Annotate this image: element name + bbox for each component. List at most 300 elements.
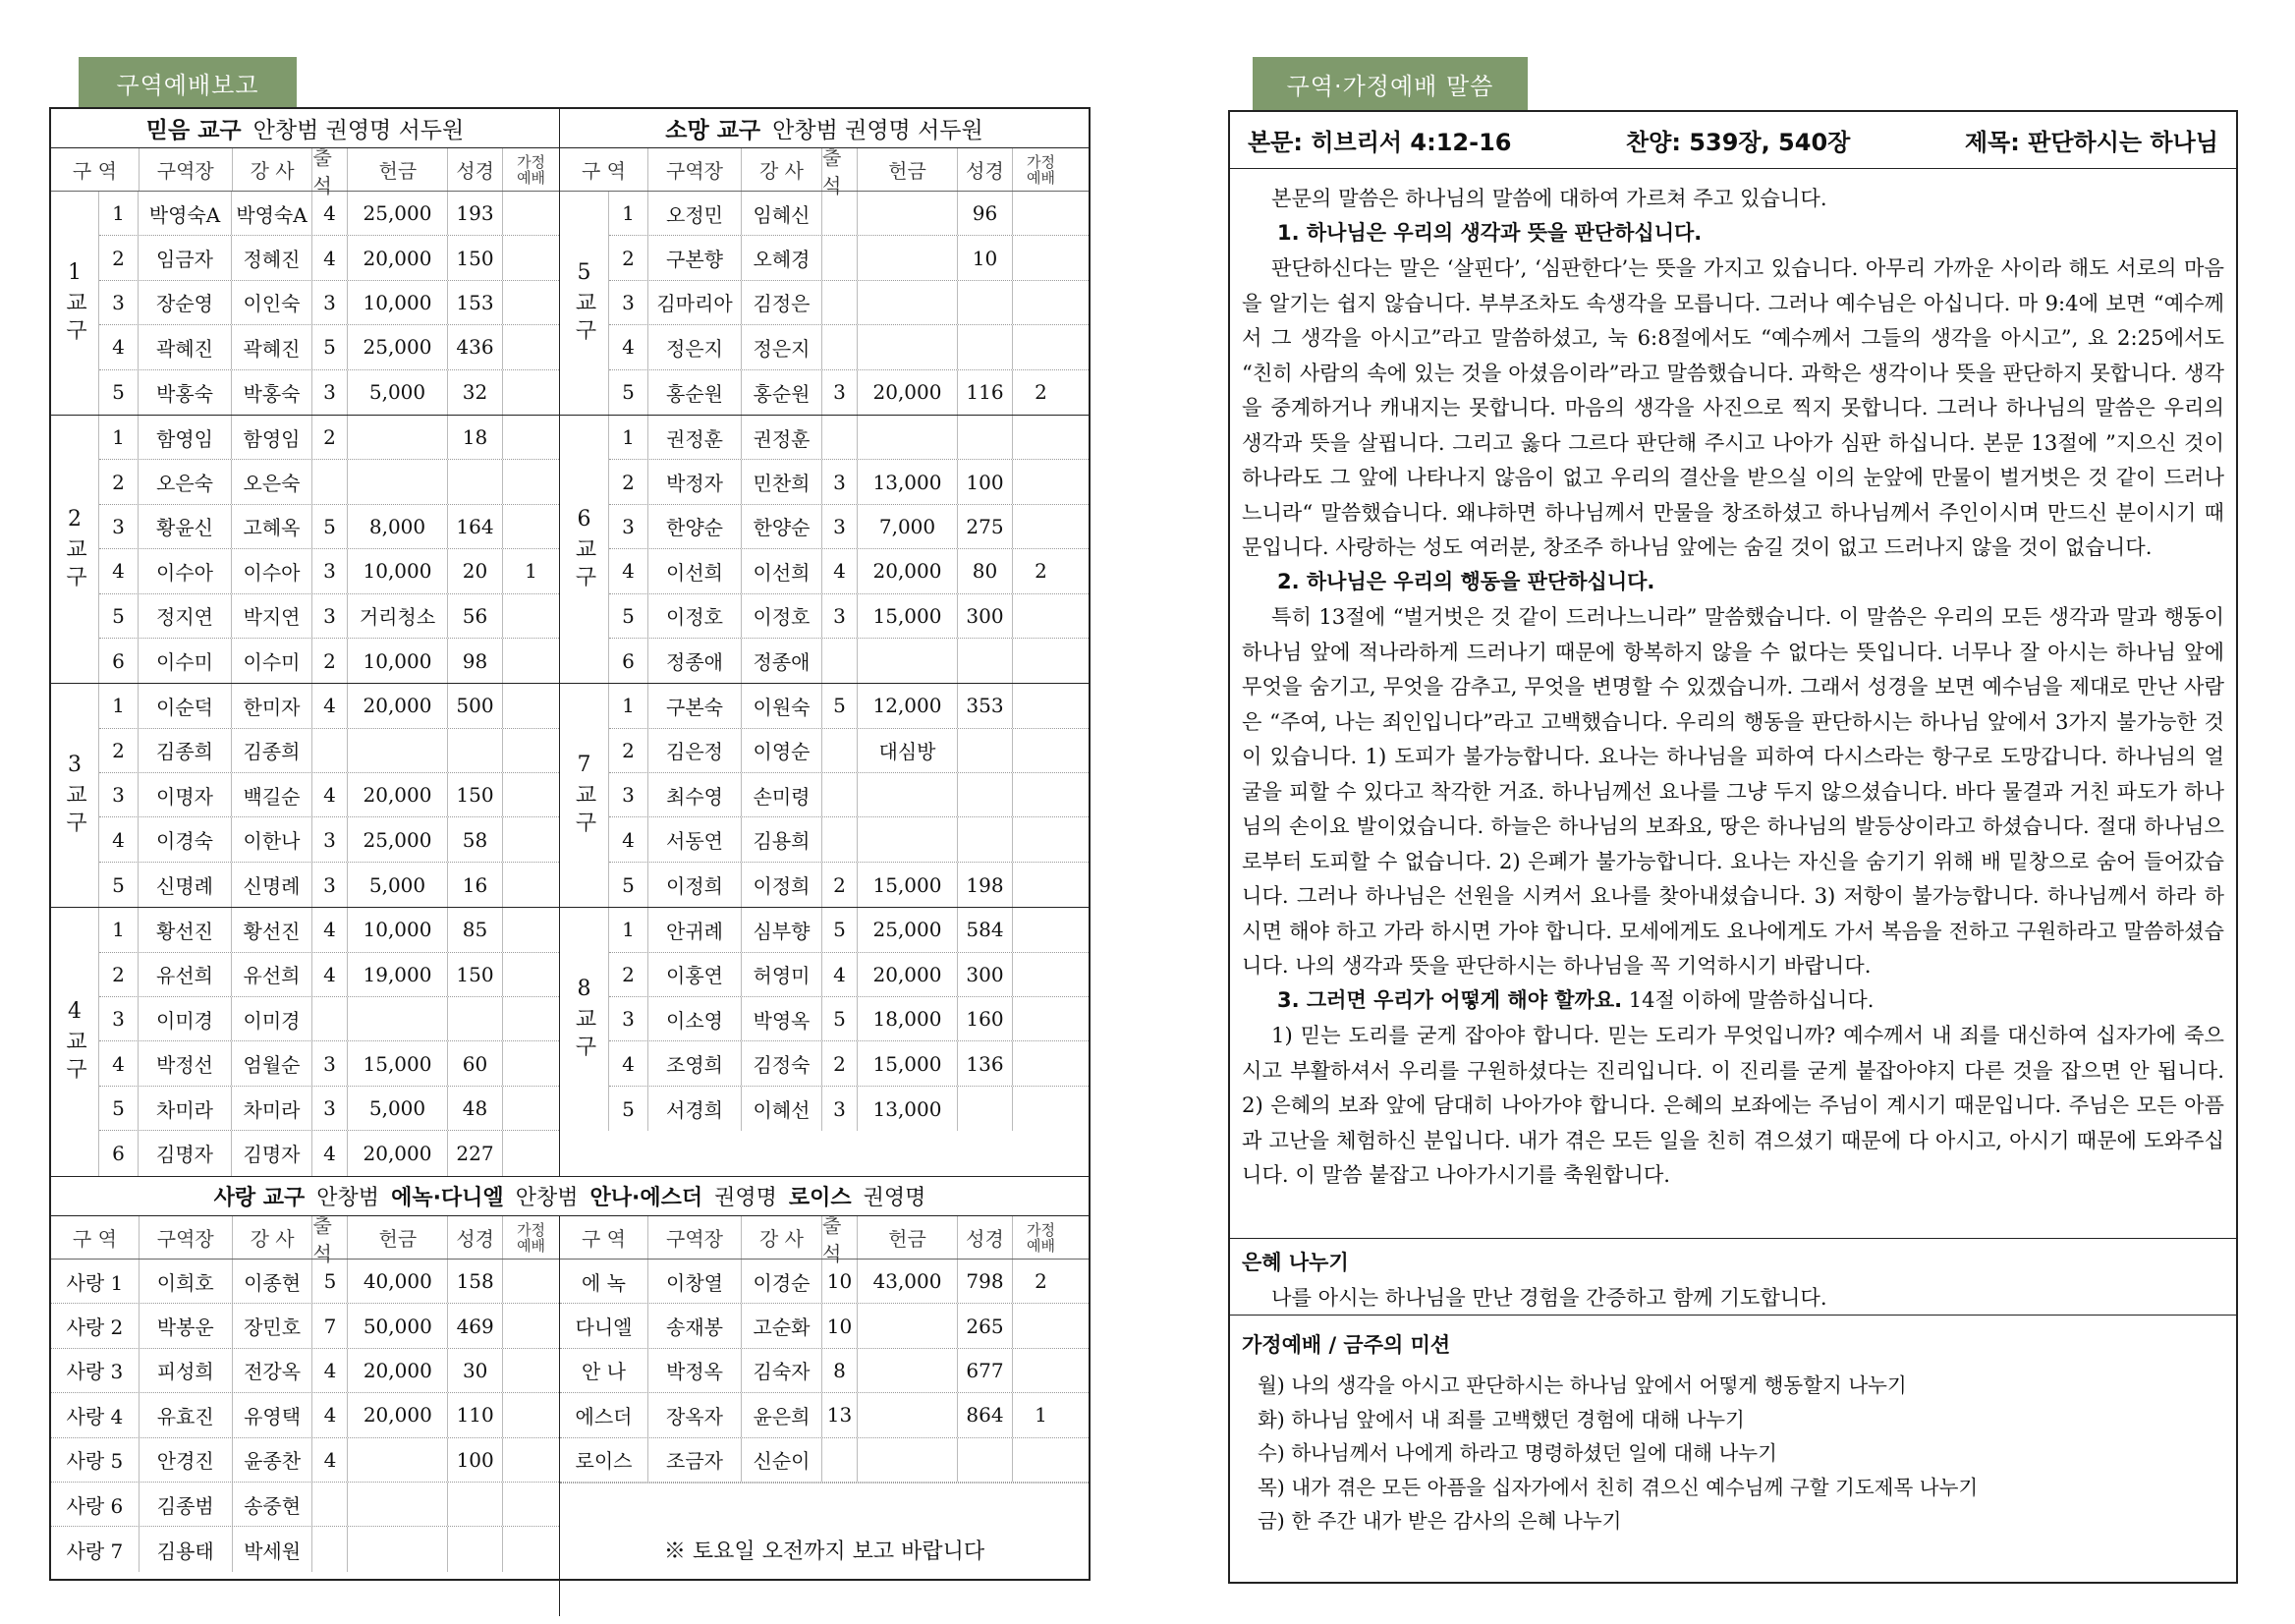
table-cell: 1 bbox=[99, 416, 139, 459]
table-cell: 다니엘 bbox=[560, 1304, 648, 1347]
table-cell: 박영숙A bbox=[232, 192, 312, 235]
table-cell: 1 bbox=[99, 192, 139, 235]
table-cell: 4 bbox=[609, 549, 648, 592]
table-cell bbox=[1013, 1438, 1069, 1482]
table-cell: 정종애 bbox=[648, 639, 742, 683]
table-cell: 3 bbox=[312, 370, 348, 415]
table-row bbox=[609, 684, 1089, 728]
table-cell: 5 bbox=[312, 325, 348, 368]
column-header-cell: 구역장 bbox=[648, 1216, 742, 1259]
table-row bbox=[609, 1041, 1089, 1086]
table-cell: 이소영 bbox=[648, 997, 742, 1040]
table-cell: 김종범 bbox=[140, 1483, 233, 1526]
table-cell: 2 bbox=[822, 863, 858, 907]
table-cell: 4 bbox=[99, 1041, 139, 1085]
grace-sharing bbox=[1230, 1239, 2236, 1316]
table-cell bbox=[1013, 817, 1069, 861]
table-cell: 4 bbox=[312, 1349, 348, 1392]
mission-item: 목) 내가 겪은 모든 아픔을 십자가에서 친히 겪으신 예수님께 구할 기도제목 나누기 bbox=[1258, 1475, 1979, 1499]
table-cell: 김정은 bbox=[742, 281, 822, 324]
table-row bbox=[99, 505, 559, 549]
table-cell: 798 bbox=[958, 1260, 1013, 1303]
table-cell: 신명례 bbox=[139, 863, 232, 907]
table-cell: 박지연 bbox=[232, 594, 312, 638]
column-header-cell: 성경 bbox=[448, 148, 503, 191]
table-cell: 3 bbox=[99, 773, 139, 816]
table-cell: 136 bbox=[958, 1041, 1013, 1085]
table-cell: 오은숙 bbox=[232, 460, 312, 503]
table-cell: 20,000 bbox=[348, 684, 448, 727]
table-row bbox=[99, 773, 559, 817]
table-cell: 황윤신 bbox=[139, 505, 232, 548]
parish-staff: 안창범 권영명 서두원 bbox=[772, 118, 983, 143]
district-rows bbox=[99, 908, 559, 1175]
table-cell: 5 bbox=[609, 370, 648, 415]
table-cell: 80 bbox=[958, 549, 1013, 592]
table-cell: 4 bbox=[99, 549, 139, 592]
table-cell bbox=[348, 1438, 448, 1482]
district-group bbox=[51, 684, 559, 908]
table-cell: 이미경 bbox=[232, 997, 312, 1040]
table-cell bbox=[503, 1260, 559, 1303]
table-cell bbox=[503, 684, 559, 727]
table-cell: 2 bbox=[312, 416, 348, 459]
district-label-text: 1교구 bbox=[62, 259, 87, 346]
table-cell: 이수미 bbox=[232, 639, 312, 683]
table-cell bbox=[1013, 594, 1069, 638]
table-cell: 이정희 bbox=[742, 863, 822, 907]
table-cell: 심부향 bbox=[742, 908, 822, 951]
table-cell: 이정호 bbox=[742, 594, 822, 638]
table-cell bbox=[348, 729, 448, 772]
mission-list bbox=[1242, 1369, 2224, 1539]
table-cell bbox=[1013, 460, 1069, 503]
district-label bbox=[560, 684, 609, 907]
table-row bbox=[609, 729, 1089, 773]
table-row bbox=[99, 325, 559, 369]
table-row bbox=[99, 281, 559, 325]
table-cell: 안 나 bbox=[560, 1349, 648, 1392]
table-cell: 전강옥 bbox=[233, 1349, 313, 1392]
table-cell: 3 bbox=[609, 997, 648, 1040]
table-row bbox=[609, 236, 1089, 280]
table-cell: 박홍숙 bbox=[232, 370, 312, 415]
table-cell bbox=[448, 1483, 503, 1526]
table-cell: 정은지 bbox=[648, 325, 742, 368]
table-cell bbox=[858, 325, 958, 368]
hymn-numbers: 찬양: 539장, 540장 bbox=[1625, 129, 1851, 156]
column-header-cell: 구 역 bbox=[560, 148, 648, 191]
table-cell: 정종애 bbox=[742, 639, 822, 683]
table-row bbox=[560, 1393, 1089, 1437]
table-cell bbox=[503, 1041, 559, 1085]
table-cell bbox=[1013, 416, 1069, 459]
table-cell: 사랑 4 bbox=[51, 1393, 140, 1436]
section-tab-sermon: 구역·가정예배 말씀 bbox=[1253, 57, 1528, 110]
table-cell bbox=[822, 639, 858, 683]
table-cell: 황선진 bbox=[232, 908, 312, 951]
table-cell: 3 bbox=[312, 594, 348, 638]
table-cell: 2 bbox=[1035, 1269, 1047, 1294]
table-cell: 160 bbox=[958, 997, 1013, 1040]
table-cell: 고순화 bbox=[742, 1304, 822, 1347]
table-row bbox=[99, 370, 559, 415]
sermon-point-heading: 2. 하나님은 우리의 행동을 판단하십니다. bbox=[1277, 569, 1655, 593]
table-cell: 10 bbox=[822, 1260, 858, 1303]
table-cell: 엄월순 bbox=[232, 1041, 312, 1085]
table-cell: 조금자 bbox=[648, 1438, 742, 1482]
table-cell bbox=[448, 997, 503, 1040]
table-cell: 사랑 6 bbox=[51, 1483, 140, 1526]
district-rows bbox=[99, 684, 559, 907]
table-cell: 3 bbox=[99, 997, 139, 1040]
table-cell: 최수영 bbox=[648, 773, 742, 816]
table-cell: 이인숙 bbox=[232, 281, 312, 324]
mission-item: 수) 하나님께서 나에게 하라고 명령하셨던 일에 대해 나누기 bbox=[1258, 1441, 1777, 1465]
district-label-text: 4교구 bbox=[62, 998, 87, 1085]
table-cell: 이선희 bbox=[648, 549, 742, 592]
table-cell bbox=[503, 908, 559, 951]
table-cell bbox=[503, 594, 559, 638]
table-row bbox=[99, 594, 559, 639]
table-cell: 5,000 bbox=[348, 370, 448, 415]
table-row bbox=[609, 997, 1089, 1041]
table-cell: 오정민 bbox=[648, 192, 742, 235]
table-cell: 에 녹 bbox=[560, 1260, 648, 1303]
table-cell bbox=[448, 460, 503, 503]
mission-item: 화) 하나님 앞에서 내 죄를 고백했던 경험에 대해 나누기 bbox=[1258, 1407, 1745, 1431]
table-row bbox=[560, 1304, 1089, 1348]
sermon-point-heading: 3. 그러면 우리가 어떻게 해야 할까요. 14절 이하에 말씀하십니다. bbox=[1277, 987, 1875, 1012]
table-cell: 박봉운 bbox=[140, 1304, 233, 1347]
table-row bbox=[99, 817, 559, 862]
table-row bbox=[99, 1041, 559, 1086]
table-row bbox=[99, 908, 559, 952]
table-cell bbox=[822, 192, 858, 235]
column-header-cell: 구역장 bbox=[648, 148, 742, 191]
table-cell bbox=[1013, 639, 1069, 683]
table-cell: 김용태 bbox=[140, 1527, 233, 1571]
table-cell: 300 bbox=[958, 953, 1013, 996]
column-header-cell: 출석 bbox=[822, 148, 858, 191]
table-cell: 에스더 bbox=[560, 1393, 648, 1436]
column-header-cell: 가정 예배 bbox=[517, 1220, 546, 1255]
table-cell: 피성희 bbox=[140, 1349, 233, 1392]
table-cell: 2 bbox=[99, 236, 139, 279]
parish-staff: 권영명 bbox=[714, 1186, 777, 1210]
table-cell: 4 bbox=[99, 325, 139, 368]
table-cell bbox=[1013, 908, 1069, 951]
table-cell bbox=[1013, 1087, 1069, 1131]
table-cell: 864 bbox=[958, 1393, 1013, 1436]
parish-name: 소망 교구 bbox=[665, 118, 761, 143]
column-header-cell: 헌금 bbox=[348, 148, 448, 191]
table-row bbox=[609, 817, 1089, 862]
table-cell: 허영미 bbox=[742, 953, 822, 996]
table-cell bbox=[858, 773, 958, 816]
table-cell: 32 bbox=[448, 370, 503, 415]
parish-group-name: 안나·에스더 bbox=[589, 1186, 703, 1210]
table-cell bbox=[822, 1438, 858, 1482]
table-cell bbox=[1013, 729, 1069, 772]
table-cell: 20,000 bbox=[858, 953, 958, 996]
table-cell: 25,000 bbox=[348, 325, 448, 368]
table-cell: 10,000 bbox=[348, 281, 448, 324]
table-cell: 10,000 bbox=[348, 549, 448, 592]
table-cell: 이순덕 bbox=[139, 684, 232, 727]
district-label-text: 3교구 bbox=[62, 753, 87, 839]
table-cell: 4 bbox=[312, 908, 348, 951]
parish-staff: 안창범 bbox=[515, 1186, 579, 1210]
table-cell bbox=[958, 773, 1013, 816]
table-cell: 권정훈 bbox=[742, 416, 822, 459]
table-cell bbox=[503, 1527, 559, 1571]
sermon-body bbox=[1230, 169, 2236, 1239]
table-row bbox=[99, 192, 559, 236]
table-cell bbox=[958, 325, 1013, 368]
table-cell: 로이스 bbox=[560, 1438, 648, 1482]
table-row bbox=[99, 460, 559, 504]
table-cell: 한양순 bbox=[648, 505, 742, 548]
table-cell bbox=[503, 773, 559, 816]
table-cell: 150 bbox=[448, 953, 503, 996]
table-cell: 이홍연 bbox=[648, 953, 742, 996]
table-row bbox=[609, 639, 1089, 683]
table-cell: 정혜진 bbox=[232, 236, 312, 279]
table-cell: 4 bbox=[312, 1393, 348, 1436]
table-cell: 유효진 bbox=[140, 1393, 233, 1436]
sermon-paragraph: 특히 13절에 “벌거벗은 것 같이 드러나느니라” 말씀했습니다. 이 말씀은 우리의 모든 생각과 말과 행동이 하나님 앞에 적나라하게 드러나기 때문에 항복하지 않을 수 없다는 뜻입니다. 너무나 잘 아시는 하나님 앞에 무엇을 숨기고, 무엇을 감추고, 무엇을 변명할 수 있겠습니까. 그래서 성경을 보면 예수님을 제대로 만난 사람은 “주여, 나는 죄인입니다”라고 고백했습니다. 우리의 행동을 판단하시는 하나님 앞에서 3가지 불가능한 것이 있습니다. 1) 도피가 불가능합니다. 요나는 하나님을 피하여 다시스라는 항구로 도망갑니다. 하나님의 얼굴을 피할 수 있다고 착각한 거죠. 하나님께선 요나를 그냥 두지 않으셨습니다. 바다 물결과 거친 파도가 하나님의 손이요 발이었습니다. 하늘은 하나님의 보좌요, 땅은 하나님의 발등상이라고 하셨습니다. 절대 하나님으로부터 도피할 수 없습니다. 2) 은폐가 불가능합니다. 요나는 자신을 숨기기 위해 배 밑창으로 숨어 들어갔습니다. 그러나 하나님은 선원을 시켜서 요나를 찾아내셨습니다. 3) 저항이 불가능합니다. 하나님께서 하라 하시면 해야 하고 가라 하시면 가야 합니다. 모세에게도 요나에게도 가서 복음을 전하고 구원하라고 말씀하셨습니다. 나의 생각과 뜻을 판단하시는 하나님을 꼭 기억하시기 바랍니다. bbox=[1242, 604, 2224, 978]
table-cell: 469 bbox=[448, 1304, 503, 1347]
table-cell bbox=[858, 639, 958, 683]
column-header-cell: 성경 bbox=[958, 1216, 1013, 1259]
column-header bbox=[560, 1212, 1089, 1265]
column-header-cell: 헌금 bbox=[348, 1216, 448, 1259]
table-cell: 유선희 bbox=[232, 953, 312, 996]
table-cell: 5 bbox=[822, 997, 858, 1040]
table-cell: 5 bbox=[609, 594, 648, 638]
table-cell: 이수아 bbox=[139, 549, 232, 592]
belief-parish bbox=[51, 109, 560, 1176]
table-row bbox=[560, 1260, 1089, 1304]
table-cell: 김명자 bbox=[232, 1131, 312, 1175]
table-cell bbox=[1013, 1041, 1069, 1085]
table-cell: 10,000 bbox=[348, 639, 448, 683]
table-cell: 85 bbox=[448, 908, 503, 951]
table-cell: 500 bbox=[448, 684, 503, 727]
table-cell: 함영임 bbox=[232, 416, 312, 459]
table-cell: 1 bbox=[1035, 1403, 1047, 1428]
table-cell: 4 bbox=[822, 953, 858, 996]
column-header-cell: 강 사 bbox=[233, 148, 313, 191]
table-cell bbox=[312, 460, 348, 503]
table-cell bbox=[958, 729, 1013, 772]
table-cell: 158 bbox=[448, 1260, 503, 1303]
table-cell: 1 bbox=[525, 559, 537, 584]
table-cell: 곽혜진 bbox=[232, 325, 312, 368]
table-cell bbox=[1013, 1304, 1069, 1347]
table-cell: 2 bbox=[312, 639, 348, 683]
table-cell: 275 bbox=[958, 505, 1013, 548]
table-cell: 5 bbox=[312, 505, 348, 548]
district-rows bbox=[609, 416, 1089, 683]
column-header-cell: 가정 예배 bbox=[1027, 152, 1055, 187]
table-cell: 10,000 bbox=[348, 908, 448, 951]
table-cell: 584 bbox=[958, 908, 1013, 951]
table-cell bbox=[1013, 505, 1069, 548]
table-cell: 4 bbox=[312, 192, 348, 235]
column-header-cell: 가정 예배 bbox=[1027, 1220, 1055, 1255]
table-cell: 2 bbox=[822, 1041, 858, 1085]
table-cell: 홍순원 bbox=[648, 370, 742, 415]
table-cell: 2 bbox=[1035, 559, 1047, 584]
table-cell: 3 bbox=[312, 817, 348, 861]
table-cell: 오혜경 bbox=[742, 236, 822, 279]
table-cell bbox=[503, 505, 559, 548]
table-cell: 30 bbox=[448, 1349, 503, 1392]
table-cell bbox=[1013, 192, 1069, 235]
sermon-heading-tail: 14절 이하에 말씀하십니다. bbox=[1622, 987, 1875, 1012]
table-cell: 5 bbox=[822, 684, 858, 727]
table-cell: 사랑 5 bbox=[51, 1438, 140, 1482]
table-cell: 3 bbox=[822, 460, 858, 503]
parish-name: 사랑 교구 bbox=[213, 1186, 306, 1210]
table-cell bbox=[858, 1438, 958, 1482]
table-cell: 4 bbox=[312, 1438, 348, 1482]
table-cell: 116 bbox=[958, 370, 1013, 415]
table-row bbox=[51, 1304, 559, 1348]
table-cell bbox=[503, 325, 559, 368]
table-cell: 5 bbox=[99, 1087, 139, 1130]
table-cell bbox=[348, 416, 448, 459]
table-cell: 서동연 bbox=[648, 817, 742, 861]
column-header-cell: 구역장 bbox=[140, 1216, 233, 1259]
table-cell bbox=[958, 639, 1013, 683]
table-cell: 이정호 bbox=[648, 594, 742, 638]
table-cell: 송재봉 bbox=[648, 1304, 742, 1347]
district-label bbox=[51, 416, 99, 683]
parish-name: 믿음 교구 bbox=[145, 118, 242, 143]
table-cell: 3 bbox=[312, 549, 348, 592]
table-cell: 구본향 bbox=[648, 236, 742, 279]
table-row bbox=[99, 236, 559, 280]
table-row bbox=[560, 1349, 1089, 1393]
table-cell: 12,000 bbox=[858, 684, 958, 727]
district-group bbox=[560, 684, 1089, 908]
table-row bbox=[609, 281, 1089, 325]
district-label-text: 7교구 bbox=[572, 753, 596, 839]
district-rows bbox=[609, 908, 1089, 1131]
table-row bbox=[609, 908, 1089, 952]
table-cell: 3 bbox=[609, 281, 648, 324]
table-cell bbox=[1013, 325, 1069, 368]
table-cell bbox=[503, 729, 559, 772]
table-cell: 25,000 bbox=[348, 817, 448, 861]
table-cell: 이창열 bbox=[648, 1260, 742, 1303]
table-cell bbox=[503, 1087, 559, 1130]
district-group bbox=[560, 416, 1089, 684]
table-row bbox=[609, 549, 1089, 593]
table-cell: 대심방 bbox=[858, 729, 958, 772]
section-tab-district-report: 구역예배보고 bbox=[79, 57, 297, 108]
sermon-paragraph: 1) 믿는 도리를 굳게 잡아야 합니다. 믿는 도리가 무엇입니까? 예수께서 내 죄를 대신하여 십자가에 죽으시고 부활하셔서 우리를 구원하셨다는 진리입니다. 이 진리를 굳게 붙잡아야지 다른 것을 잡으면 안 됩니다. 2) 은혜의 보좌 앞에 담대히 나아가야 합니다. 은혜의 보좌에는 주님이 계시기 때문입니다. 주님은 모든 아픔과 고난을 체험하신 분입니다. 내가 겪은 모든 일을 친히 겪으셨기 때문에 다 아시고, 아시기 때문에 도와주십니다. 이 말씀 붙잡고 나아가시기를 축원합니다. bbox=[1242, 1023, 2224, 1187]
table-cell: 2 bbox=[609, 460, 648, 503]
table-cell: 이원숙 bbox=[742, 684, 822, 727]
table-cell: 4 bbox=[312, 236, 348, 279]
table-cell: 임혜신 bbox=[742, 192, 822, 235]
district-label bbox=[560, 416, 609, 683]
table-cell: 김종희 bbox=[139, 729, 232, 772]
column-header-cell: 구역장 bbox=[140, 148, 233, 191]
table-cell: 이종현 bbox=[233, 1260, 313, 1303]
table-row bbox=[609, 370, 1089, 415]
table-cell: 김숙자 bbox=[742, 1349, 822, 1392]
sermon-header bbox=[1230, 112, 2236, 169]
table-cell bbox=[858, 416, 958, 459]
table-cell: 민찬희 bbox=[742, 460, 822, 503]
table-cell bbox=[858, 236, 958, 279]
table-cell bbox=[348, 1527, 448, 1571]
table-cell: 20,000 bbox=[348, 1393, 448, 1436]
table-cell bbox=[1013, 773, 1069, 816]
mission-item: 월) 나의 생각을 아시고 판단하시는 하나님 앞에서 어떻게 행동할지 나누기 bbox=[1258, 1373, 1907, 1397]
district-label bbox=[560, 192, 609, 415]
table-cell: 손미령 bbox=[742, 773, 822, 816]
table-cell: 2 bbox=[609, 729, 648, 772]
table-cell: 3 bbox=[822, 1087, 858, 1131]
table-row bbox=[99, 953, 559, 997]
table-cell: 2 bbox=[99, 953, 139, 996]
district-label-text: 6교구 bbox=[572, 506, 596, 592]
table-cell: 3 bbox=[609, 505, 648, 548]
column-header-cell: 강 사 bbox=[742, 1216, 822, 1259]
district-rows bbox=[609, 192, 1089, 415]
table-cell: 홍순원 bbox=[742, 370, 822, 415]
table-cell bbox=[958, 416, 1013, 459]
table-cell: 20,000 bbox=[858, 549, 958, 592]
table-cell: 4 bbox=[312, 1131, 348, 1175]
parish-staff: 권영명 bbox=[863, 1186, 926, 1210]
table-cell: 56 bbox=[448, 594, 503, 638]
column-header-cell: 성경 bbox=[958, 148, 1013, 191]
table-cell bbox=[858, 1349, 958, 1392]
table-cell bbox=[858, 1304, 958, 1347]
table-cell: 4 bbox=[312, 684, 348, 727]
table-row bbox=[99, 1131, 559, 1175]
table-cell: 353 bbox=[958, 684, 1013, 727]
table-row bbox=[609, 505, 1089, 549]
table-cell: 3 bbox=[312, 281, 348, 324]
table-cell: 구본숙 bbox=[648, 684, 742, 727]
table-cell bbox=[348, 1483, 448, 1526]
table-cell: 차미라 bbox=[232, 1087, 312, 1130]
table-cell bbox=[448, 1527, 503, 1571]
district-label-text: 5교구 bbox=[572, 259, 596, 346]
table-cell: 15,000 bbox=[858, 594, 958, 638]
table-cell: 110 bbox=[448, 1393, 503, 1436]
table-cell: 48 bbox=[448, 1087, 503, 1130]
scripture-reference: 본문: 히브리서 4:12-16 bbox=[1248, 129, 1512, 156]
table-cell: 서경희 bbox=[648, 1087, 742, 1131]
column-header-cell: 출석 bbox=[822, 1216, 858, 1259]
table-row bbox=[99, 549, 559, 593]
column-header-cell: 구 역 bbox=[51, 148, 140, 191]
table-cell: 20 bbox=[448, 549, 503, 592]
table-cell: 150 bbox=[448, 773, 503, 816]
table-cell: 193 bbox=[448, 192, 503, 235]
table-cell bbox=[312, 1527, 348, 1571]
table-cell bbox=[1013, 684, 1069, 727]
